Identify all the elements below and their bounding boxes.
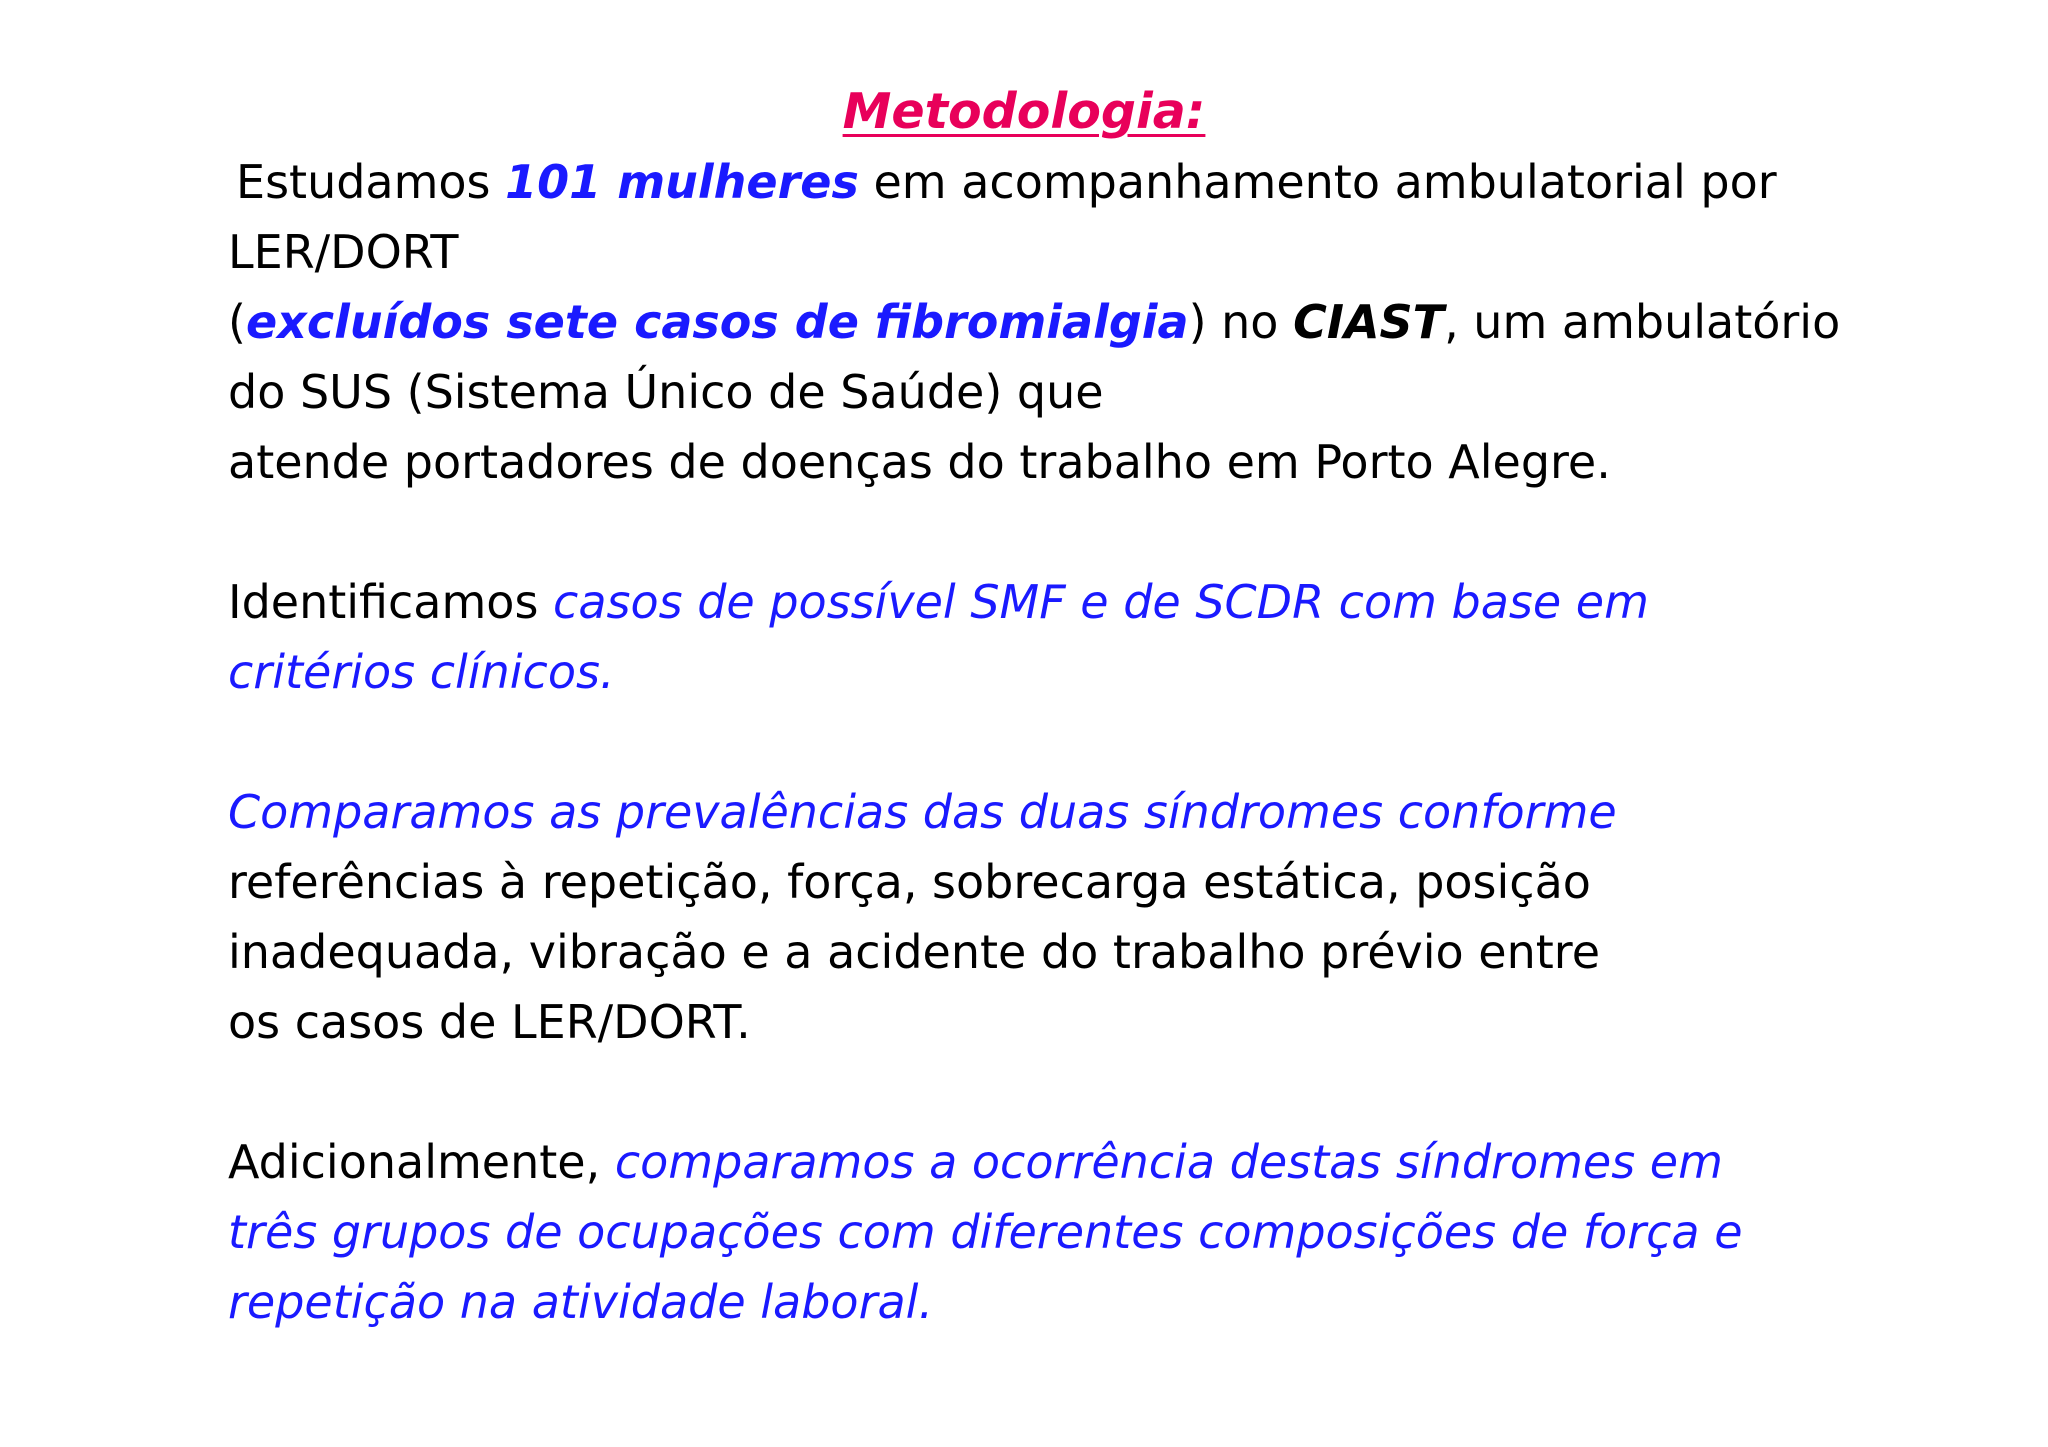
paragraph-3-line-2: referências à repetição, força, sobrecarga estática, posição — [228, 855, 1591, 909]
emphasis-excluidos: excluídos sete casos de fibromialgia — [245, 295, 1189, 349]
paragraph-4-line-1 — [228, 1132, 1723, 1192]
text: ) no — [1188, 295, 1294, 349]
text: Adicionalmente, — [228, 1135, 615, 1189]
emphasis-ciast: CIAST — [1293, 295, 1445, 349]
text: , um ambulatório — [1444, 295, 1841, 349]
text: ( — [228, 295, 246, 349]
paragraph-2-line-2: critérios clínicos. — [228, 645, 615, 699]
paragraph-1-line-5: atende portadores de doenças do trabalho em Porto Alegre. — [228, 435, 1611, 489]
text: Estudamos — [236, 155, 506, 209]
paragraph-4-line-2: três grupos de ocupações com diferentes composições de força e — [228, 1205, 1743, 1259]
text: Identificamos — [228, 575, 554, 629]
emphasis-comparamos: comparamos a ocorrência destas síndromes em — [614, 1135, 1723, 1189]
emphasis-101-mulheres: 101 mulheres — [505, 155, 859, 209]
paragraph-1-line-1 — [236, 152, 1777, 212]
slide-title: Metodologia: — [842, 83, 1206, 140]
paragraph-3-line-3: inadequada, vibração e a acidente do trabalho prévio entre — [228, 925, 1601, 979]
paragraph-1-line-4: do SUS (Sistema Único de Saúde) que — [228, 365, 1104, 419]
paragraph-1-line-2: LER/DORT — [228, 225, 459, 279]
paragraph-2-line-1 — [228, 572, 1649, 632]
paragraph-1-line-3 — [228, 292, 1840, 352]
paragraph-4-line-3: repetição na atividade laboral. — [228, 1275, 934, 1329]
paragraph-3-line-1: Comparamos as prevalências das duas síndromes conforme — [228, 785, 1617, 839]
emphasis-casos: casos de possível SMF e de SCDR com base em — [553, 575, 1649, 629]
text: em acompanhamento ambulatorial por — [858, 155, 1777, 209]
paragraph-3-line-4: os casos de LER/DORT. — [228, 995, 751, 1049]
